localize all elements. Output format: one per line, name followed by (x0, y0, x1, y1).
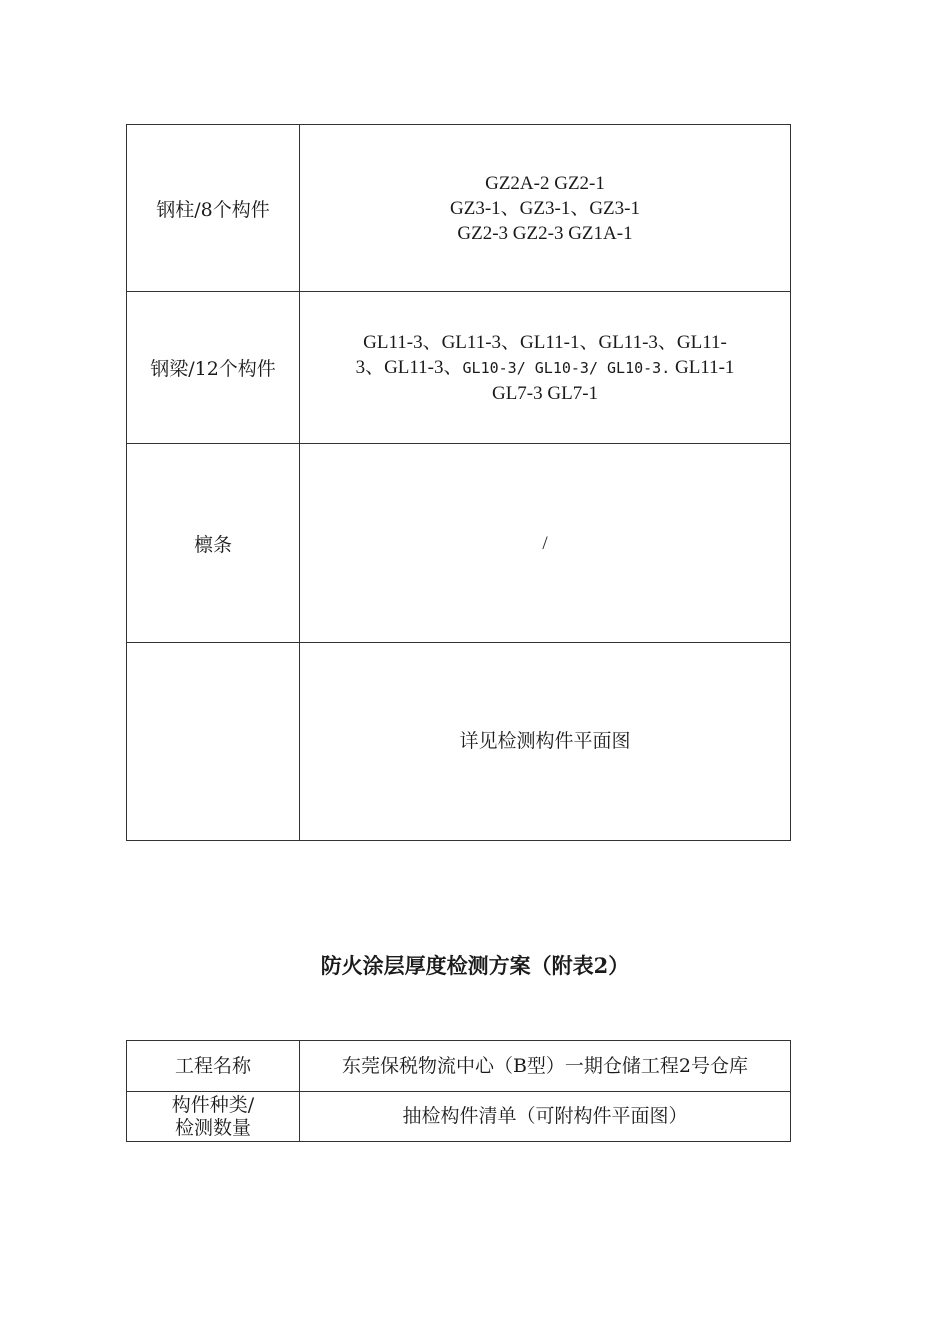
component-list-table (126, 124, 791, 841)
table-row-project (127, 1041, 791, 1092)
category-label-line-2: 检测数量 (174, 1116, 251, 1139)
beam-line-1: GL11-3、GL11-3、GL11-1、GL11-3、GL11- (363, 331, 727, 353)
table-row-category (127, 1092, 791, 1142)
beam-line-2-part-c: GL11-1 (670, 356, 735, 378)
category-value: 抽检构件清单（可附构件平面图） (300, 1092, 791, 1142)
column-line-3: GZ2-3 GZ2-3 GZ1A-1 (457, 222, 633, 244)
category-label-line-1: 构件种类/ (171, 1093, 255, 1116)
inspection-plan-table (126, 1040, 791, 1142)
beam-line-2 (312, 355, 778, 381)
table-row-plan-reference (127, 643, 791, 841)
row-value-purlins: / (300, 444, 791, 643)
table-row-purlins (127, 444, 791, 643)
row-label-empty (127, 643, 300, 841)
column-line-2: GZ3-1、GZ3-1、GZ3-1 (450, 197, 640, 219)
row-label-steel-beams: 钢梁/12个构件 (127, 292, 300, 444)
beam-line-2-part-b: GL10-3/ GL10-3/ GL10-3. (462, 358, 671, 377)
section-title: 防火涂层厚度检测方案（附表2） (320, 953, 630, 978)
table-row-steel-beams (127, 292, 791, 444)
category-label (127, 1092, 300, 1142)
row-value-steel-beams (300, 292, 791, 444)
row-label-purlins: 檩条 (127, 444, 300, 643)
row-value-plan-reference: 详见检测构件平面图 (300, 643, 791, 841)
column-line-1: GZ2A-2 GZ2-1 (485, 172, 605, 194)
row-label-steel-columns: 钢柱/8个构件 (127, 125, 300, 292)
project-name-label: 工程名称 (127, 1041, 300, 1092)
beam-line-3: GL7-3 GL7-1 (491, 382, 599, 404)
project-name-value: 东莞保税物流中心（B型）一期仓储工程2号仓库 (300, 1041, 791, 1092)
beam-line-2-part-a: 3、GL11-3、 (355, 356, 463, 378)
table-row-steel-columns (127, 125, 791, 292)
row-value-steel-columns (300, 125, 791, 292)
